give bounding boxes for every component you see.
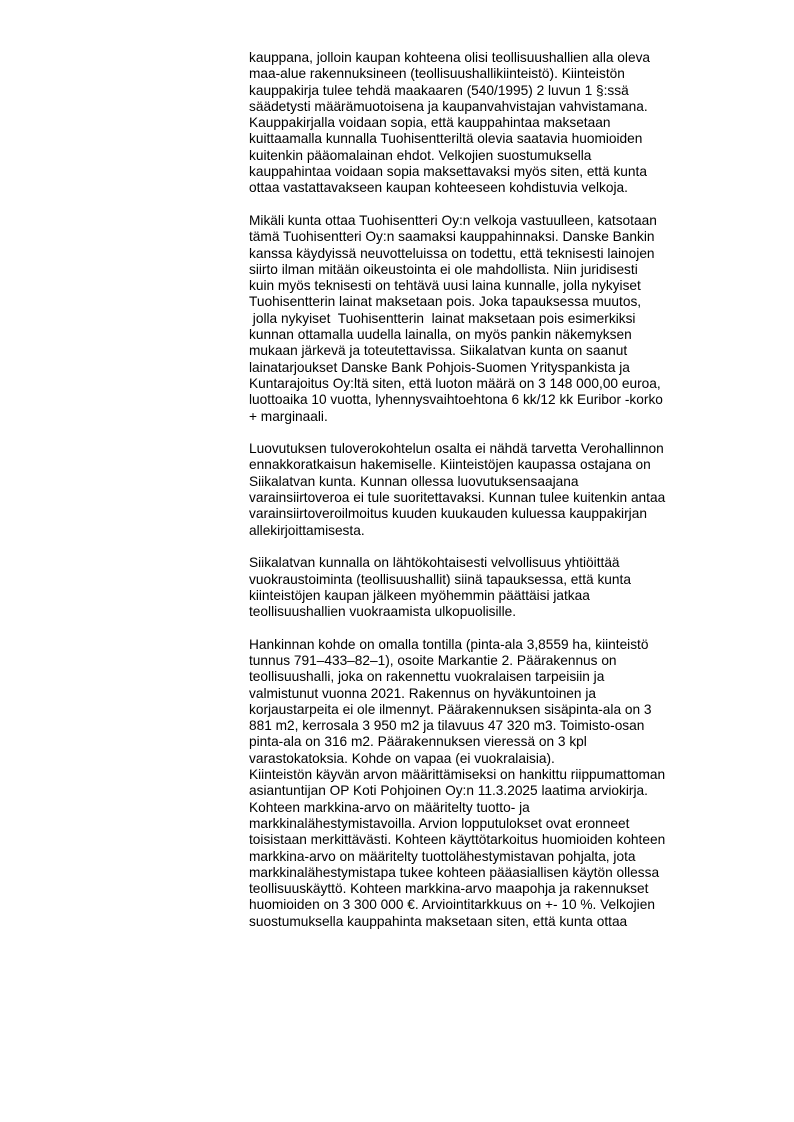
text-line: 881 m2, kerrosala 3 950 m2 ja tilavuus 47 320 m3. Toimisto-osan xyxy=(249,718,645,734)
text-line: Siikalatvan kunnalla on lähtökohtaisesti velvollisuus yhtiöittää xyxy=(249,555,620,571)
text-line: markkina-arvo on määritelty tuottolähestymistavan pohjalta, jota xyxy=(249,848,636,864)
text-line: Siikalatvan kunta. Kunnan ollessa luovutuksensaajana xyxy=(249,473,579,489)
text-line: teollisuuskäyttö. Kohteen markkina-arvo maapohja ja rakennukset xyxy=(249,881,649,897)
text-line: jolla nykyiset Tuohisentterin lainat maksetaan pois esimerkiksi xyxy=(249,310,636,326)
text-line: Tuohisentterin lainat maksetaan pois. Joka tapauksessa muutos, xyxy=(249,294,642,310)
text-line: Mikäli kunta ottaa Tuohisentteri Oy:n velkoja vastuulleen, katsotaan xyxy=(249,212,657,228)
text-line: Luovutuksen tuloverokohtelun osalta ei nähdä tarvetta Verohallinnon xyxy=(249,441,664,457)
text-line: toisistaan merkittävästi. Kohteen käyttötarkoitus huomioiden kohteen xyxy=(249,832,666,848)
text-line: valmistunut vuonna 2021. Rakennus on hyväkuntoinen ja xyxy=(249,685,596,701)
text-line: kauppana, jolloin kaupan kohteena olisi teollisuushallien alla oleva xyxy=(249,50,651,65)
text-line: suostumuksella kauppahinta maksetaan siten, että kunta ottaa xyxy=(249,913,628,929)
text-line: korjaustarpeita ei ole ilmennyt. Päärakennuksen sisäpinta-ala on 3 xyxy=(249,701,652,717)
text-line: kauppakirja tulee tehdä maakaaren (540/1995) 2 luvun 1 §:ssä xyxy=(249,82,629,98)
text-line: tunnus 791–433–82–1), osoite Markantie 2. Päärakennus on xyxy=(249,652,617,668)
text-line: varastokatoksia. Kohde on vapaa (ei vuokralaisia). xyxy=(249,750,555,766)
text-line: ennakkoratkaisun hakemiselle. Kiinteistöjen kaupassa ostajana on xyxy=(249,457,651,473)
text-line: Kuntarajoitus Oy:ltä siten, että luoton määrä on 3 148 000,00 euroa, xyxy=(249,375,661,391)
text-line: siirto ilman mitään oikeustointa ei ole mahdollista. Niin juridisesti xyxy=(249,261,638,277)
text-line: tämä Tuohisentteri Oy:n saamaksi kauppahinnaksi. Danske Bankin xyxy=(249,229,655,245)
text-line: kuin myös teknisesti on tehtävä uusi laina kunnalle, jolla nykyiset xyxy=(249,278,641,294)
text-line: huomioiden on 3 300 000 €. Arviointitarkkuus on +- 10 %. Velkojien xyxy=(249,897,655,913)
text-line: asiantuntijan OP Koti Pohjoinen Oy:n 11.3.2025 laatima arviokirja. xyxy=(249,783,648,799)
paragraph-loan-transfer xyxy=(249,213,749,425)
text-line: varainsiirtoveroilmoitus kuuden kuukauden kuluessa kauppakirjan xyxy=(249,506,647,522)
text-line: lainatarjoukset Danske Bank Pohjois-Suomen Yrityspankista ja xyxy=(249,359,630,375)
paragraph-tax-treatment xyxy=(249,441,749,539)
text-line: luottoaika 10 vuotta, lyhennysvaihtoehtona 6 kk/12 kk Euribor -korko xyxy=(249,392,663,408)
text-line: vuokraustoiminta (teollisuushallit) siinä tapauksessa, että kunta xyxy=(249,571,631,587)
text-line: Kauppakirjalla voidaan sopia, että kauppahintaa maksetaan xyxy=(249,115,611,131)
text-line: varainsiirtoveroa ei tule suoritettavaksi. Kunnan tulee kuitenkin antaa xyxy=(249,490,666,506)
text-line: Hankinnan kohde on omalla tontilla (pinta-ala 3,8559 ha, kiinteistö xyxy=(249,636,649,652)
text-line: kuittaamalla kunnalla Tuohisentteriltä olevia saatavia huomioiden xyxy=(249,131,643,147)
text-line: Kiinteistön käyvän arvon määrittämiseksi on hankittu riippumattoman xyxy=(249,767,666,783)
text-line: Kohteen markkina-arvo on määritelty tuotto- ja xyxy=(249,799,530,815)
text-line: kanssa käydyissä neuvotteluissa on todettu, että teknisesti lainojen xyxy=(249,245,655,261)
text-line: pinta-ala on 316 m2. Päärakennuksen vieressä on 3 kpl xyxy=(249,734,587,750)
text-line: kunnan ottamalla uudella lainalla, on myös pankin näkemyksen xyxy=(249,327,632,343)
text-line: + marginaali. xyxy=(249,408,328,424)
text-line: allekirjoittamisesta. xyxy=(249,522,365,538)
text-line: kuitenkin pääomalainan ehdot. Velkojien suostumuksella xyxy=(249,147,592,163)
paragraph-purchase-terms xyxy=(249,50,749,197)
paragraph-property-description xyxy=(249,637,749,930)
text-line: ottaa vastattavakseen kaupan kohteeseen kohdistuvia velkoja. xyxy=(249,180,628,196)
document-body xyxy=(249,50,749,930)
text-line: kauppahintaa voidaan sopia maksettavaksi myös siten, että kunta xyxy=(249,164,647,180)
text-line: säädetysti määrämuotoisena ja kaupanvahvistajan vahvistamana. xyxy=(249,98,648,114)
text-line: markkinalähestymistapa tukee kohteen pääasiallisen käytön ollessa xyxy=(249,864,660,880)
text-line: teollisuushallien vuokraamista ulkopuolisille. xyxy=(249,604,517,620)
text-line: markkinalähestymistavoilla. Arvion lopputulokset ovat eronneet xyxy=(249,815,630,831)
text-line: teollisuushalli, joka on rakennettu vuokralaisen tarpeisiin ja xyxy=(249,669,605,685)
text-line: kiinteistöjen kaupan jälkeen myöhemmin päättäisi jatkaa xyxy=(249,587,590,603)
text-line: mukaan järkevä ja toteutettavissa. Siikalatvan kunta on saanut xyxy=(249,343,628,359)
text-line: maa-alue rakennuksineen (teollisuushallikiinteistö). Kiinteistön xyxy=(249,66,625,82)
paragraph-incorporation-obligation xyxy=(249,555,749,620)
